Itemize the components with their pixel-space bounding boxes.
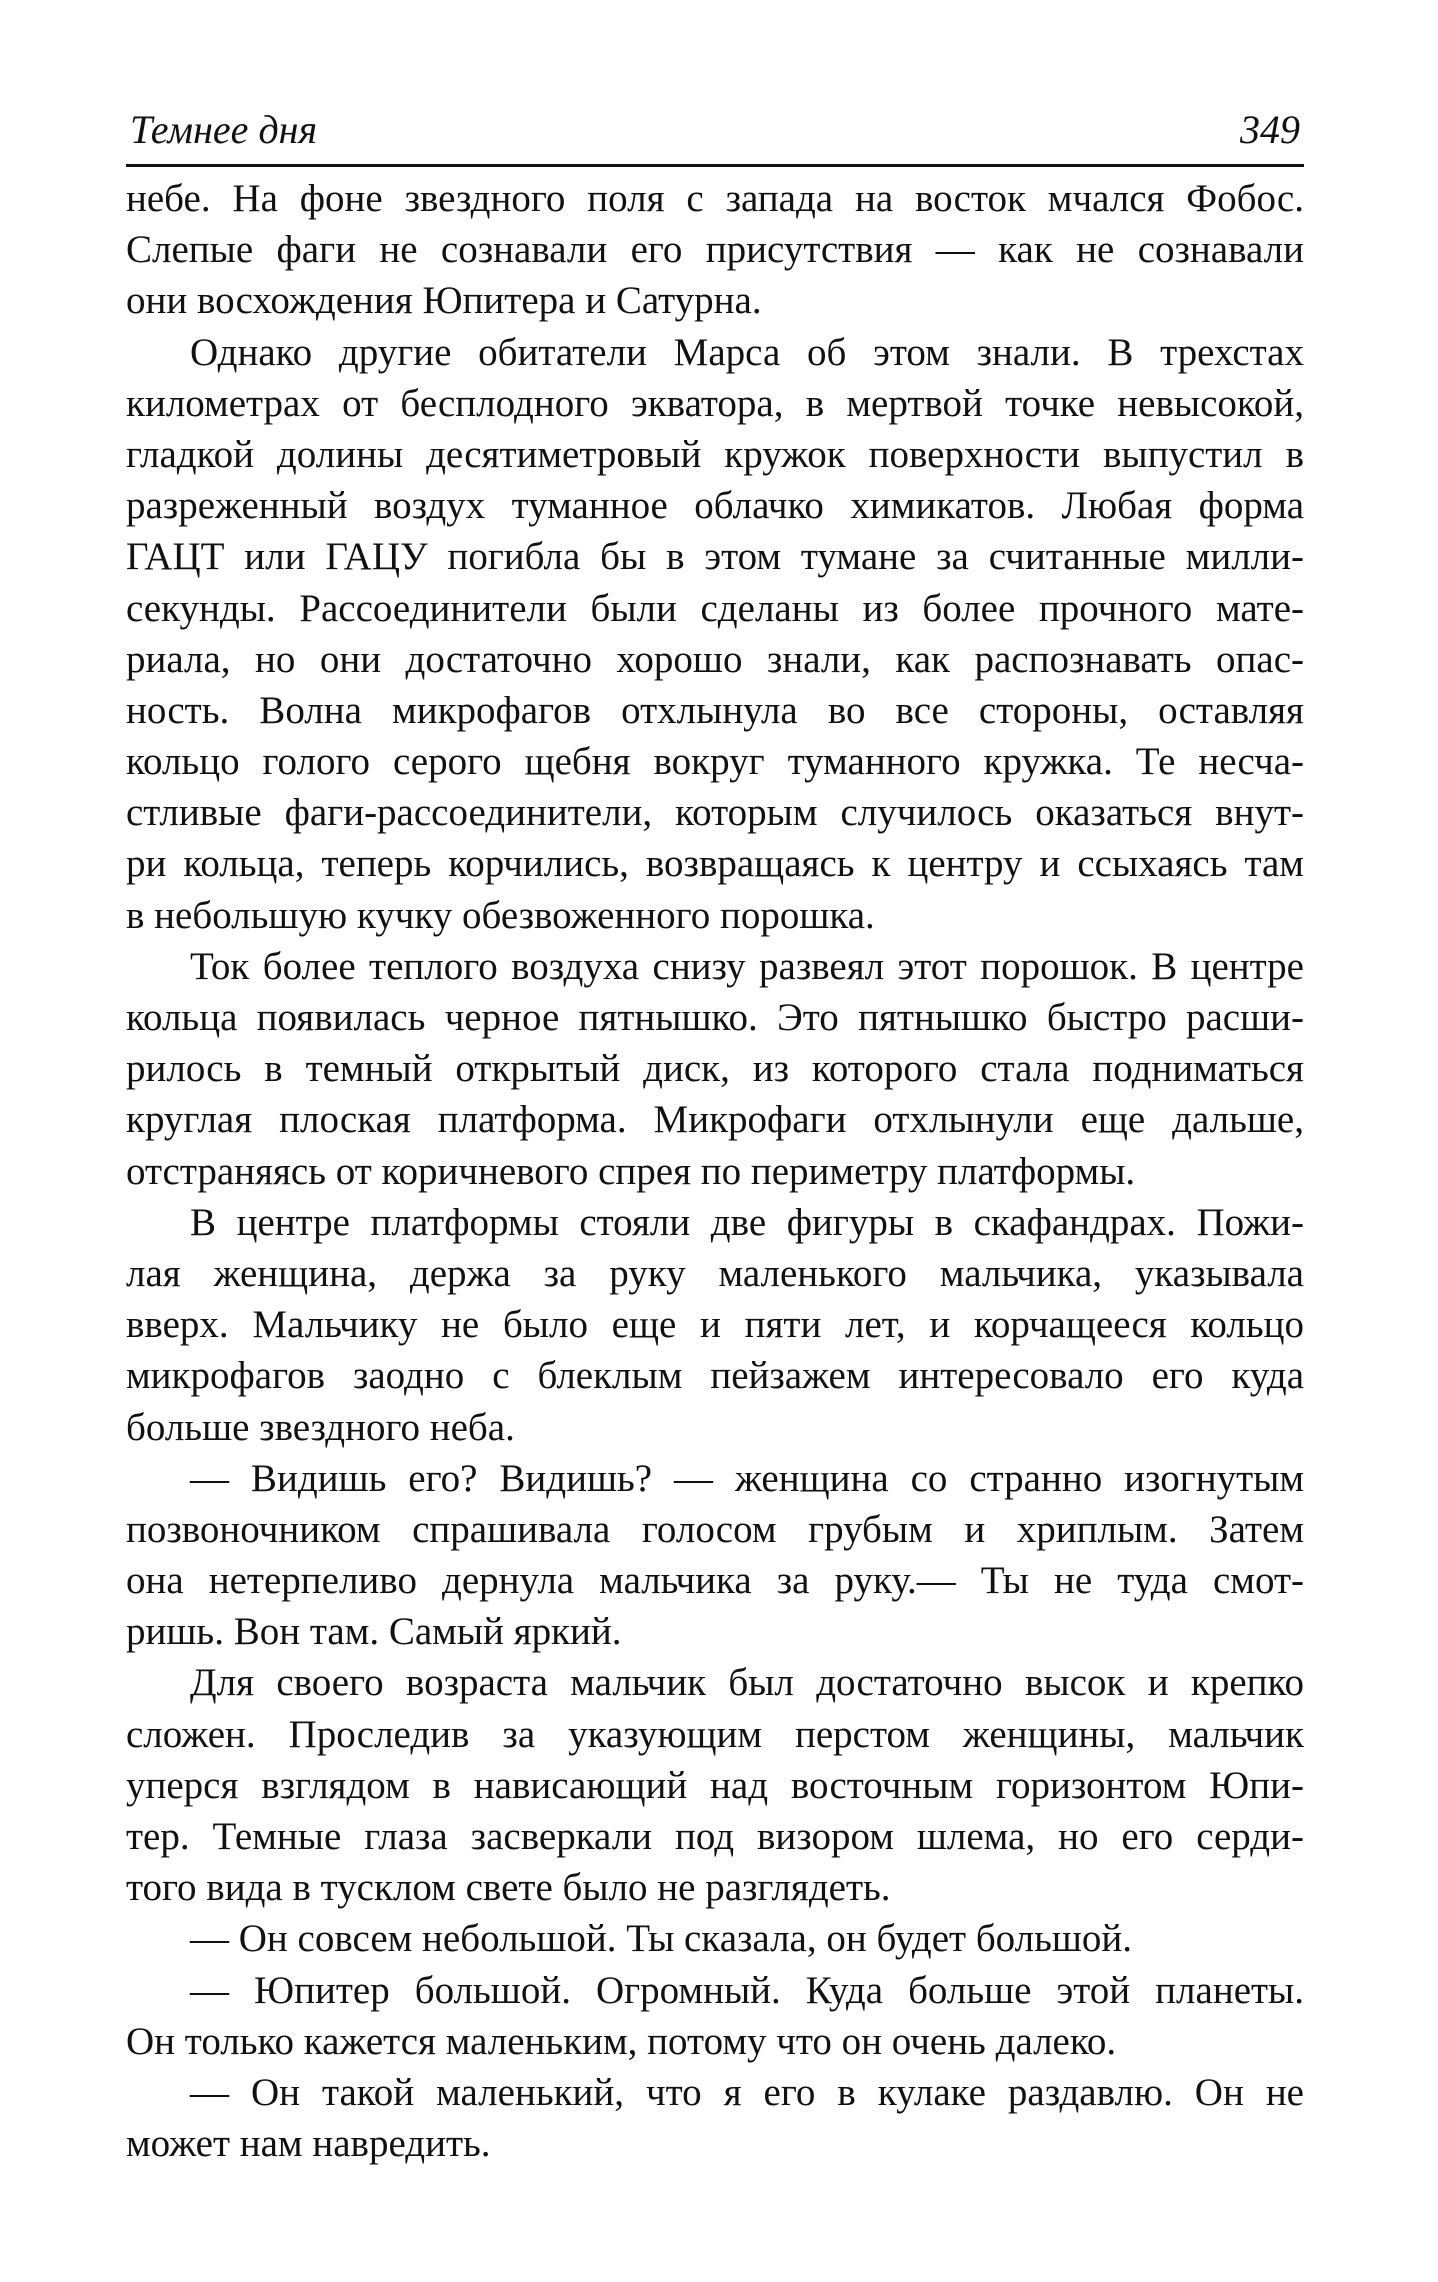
text-line: больше звездного неба. — [126, 1405, 515, 1449]
running-head — [126, 106, 1304, 167]
text-line: позвоночником спрашивала голосом грубым и хриплым. Затем — [126, 1507, 1304, 1551]
text-line: — Юпитер большой. Огромный. Куда больше этой планеты. — [190, 1968, 1304, 2012]
text-line: вверх. Мальчику не было еще и пяти лет, и корчащееся кольцо — [126, 1303, 1304, 1347]
text-line: она нетерпеливо дернула мальчика за руку.— Ты не туда смот- — [126, 1559, 1304, 1603]
text-line: того вида в тусклом свете было не разглядеть. — [126, 1866, 891, 1910]
text-line: риала, но они достаточно хорошо знали, как распознавать опас- — [126, 637, 1304, 681]
text-line: кольцо голого серого щебня вокруг туманного кружка. Те несча- — [126, 740, 1304, 784]
text-line: рилось в темный открытый диск, из которого стала подниматься — [126, 1047, 1304, 1091]
text-line: Он только кажется маленьким, потому что он очень далеко. — [126, 2019, 1117, 2063]
text-line: В центре платформы стояли две фигуры в скафандрах. Пожи- — [190, 1200, 1304, 1244]
text-line: сложен. Проследив за указующим перстом женщины, мальчик — [126, 1712, 1304, 1756]
text-line: — Видишь его? Видишь? — женщина со странно изогнутым — [190, 1456, 1304, 1500]
text-line: — Он совсем небольшой. Ты сказала, он будет большой. — [190, 1917, 1133, 1961]
text-line: может нам навредить. — [126, 2122, 491, 2166]
text-line: они восхождения Юпитера и Сатурна. — [126, 279, 762, 323]
text-line: стливые фаги-рассоединители, которым случилось оказаться внут- — [126, 791, 1304, 835]
text-line: ришь. Вон там. Самый яркий. — [126, 1610, 622, 1654]
text-line: кольца появилась черное пятнышко. Это пятнышко быстро расши- — [126, 996, 1304, 1039]
text-line: небе. На фоне звездного поля с запада на восток мчался Фобос. — [126, 177, 1304, 220]
text-line: гладкой долины десятиметровый кружок поверхности выпустил в — [126, 432, 1304, 476]
text-line: разреженный воздух туманное облачко химикатов. Любая форма — [126, 484, 1304, 528]
text-line: отстраняясь от коричневого спрея по периметру платформы. — [126, 1149, 1136, 1193]
body-text — [126, 173, 1304, 2169]
text-line: микрофагов заодно с блеклым пейзажем интересовало его куда — [126, 1354, 1304, 1398]
text-line: Однако другие обитатели Марса об этом знали. В трехстах — [190, 330, 1304, 374]
text-line: ность. Волна микрофагов отхлынула во все стороны, оставляя — [126, 688, 1304, 732]
text-line: лая женщина, держа за руку маленького мальчика, указывала — [126, 1251, 1304, 1295]
text-line: Для своего возраста мальчик был достаточно высок и крепко — [190, 1661, 1304, 1705]
text-line: ГАЦТ или ГАЦУ погибла бы в этом тумане за считанные милли- — [126, 535, 1304, 579]
text-line: километрах от бесплодного экватора, в мертвой точке невысокой, — [126, 381, 1304, 425]
text-line: секунды. Рассоединители были сделаны из более прочного мате- — [126, 586, 1304, 630]
book-title: Темнее дня — [130, 107, 318, 152]
text-line: Слепые фаги не сознавали его присутствия — как не сознавали — [126, 228, 1304, 272]
text-line: — Он такой маленький, что я его в кулаке раздавлю. Он не — [190, 2070, 1304, 2114]
text-line: уперся взглядом в нависающий над восточным горизонтом Юпи- — [126, 1763, 1304, 1807]
book-page — [126, 106, 1304, 2169]
text-line: ри кольца, теперь корчились, возвращаясь к центру и ссыхаясь там — [126, 842, 1304, 886]
text-line: в небольшую кучку обезвоженного порошка. — [126, 893, 875, 937]
text-line: тер. Темные глаза засверкали под визором шлема, но его серди- — [126, 1815, 1304, 1858]
text-line: Ток более теплого воздуха снизу развеял этот порошок. В центре — [190, 944, 1304, 988]
text-line: круглая плоская платформа. Микрофаги отхлынули еще дальше, — [126, 1098, 1304, 1142]
page-number: 349 — [1240, 107, 1300, 152]
